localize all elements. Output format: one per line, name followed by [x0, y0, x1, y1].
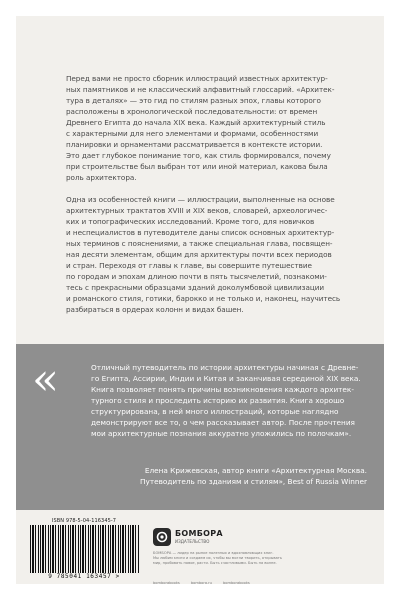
text-line: тура в деталях» — это гид по стилям разных эпох, главы которого — [66, 96, 321, 105]
review-quote-band — [16, 344, 384, 510]
description-paragraph-1 — [66, 73, 356, 183]
text-line: и неспециалистов в путеводителе даны список основных архитектур- — [66, 228, 335, 237]
quote-line: структурирована, в ней много иллюстраций, которые наглядно — [91, 407, 339, 416]
text-line: Одна из особенностей книги — иллюстрации, выполненные на основе — [66, 195, 335, 204]
barcode-digits: 9 785041 163457 > — [24, 573, 144, 580]
quote-line: Книга позволяет понять причины возникновения каждого архитек- — [91, 385, 354, 394]
text-line: Это дает глубокое понимание того, как стиль формировался, почему — [66, 151, 331, 160]
text-line: роль архитектора. — [66, 173, 137, 182]
text-line: и стран. Переходя от главы к главе, вы совершите путешествие — [66, 261, 312, 270]
social-link: bombora.ru — [190, 581, 212, 584]
text-line: разбираться в ордерах колонн и видах башен. — [66, 305, 244, 314]
bombora-logo-icon — [153, 528, 171, 546]
social-link: bomborabooks — [153, 581, 180, 584]
quote-attribution — [91, 465, 367, 487]
quote-line: турного стиля и проследить историю их развития. Книга хорошо — [91, 396, 345, 405]
review-quote-text — [91, 362, 367, 439]
text-line: ная десяти элементам, общим для архитектуры почти всех периодов — [66, 250, 332, 259]
description-paragraph-2 — [66, 194, 356, 315]
text-line: расположены в хронологической последовательности: от времен — [66, 107, 318, 116]
text-line: тесь с прекрасными образцами зданий доколумбовой цивилизации — [66, 283, 325, 292]
quote-line: Отличный путеводитель по истории архитектуры начиная с Древне- — [91, 363, 359, 372]
publisher-logo — [153, 528, 253, 548]
isbn-barcode-block — [24, 518, 144, 582]
text-line: ных памятников и не классический алфавитный глоссарий. «Архитек- — [66, 85, 335, 94]
description-text — [66, 73, 356, 326]
quote-line: мои архитектурные познания аккуратно уложились по полочкам». — [91, 429, 352, 438]
fineprint-line: БОМБОРА — лидер на рынке полезных и вдохновляющих книг. — [153, 551, 274, 555]
text-line: по городам и эпохам длиною почти в пять тысячелетий, познакоми- — [66, 272, 327, 281]
fineprint-line: мир, пробовать новое, расти. Быть счастливыми. Быть на волне. — [153, 561, 277, 565]
social-link: bomborabooks — [223, 581, 250, 584]
text-line: и романского стиля, готики, барокко и не только и, наконец, научитесь — [66, 294, 341, 303]
publisher-fineprint — [153, 551, 353, 566]
attribution-line: Елена Крижевская, автор книги «Архитектурная Москва. — [144, 466, 367, 475]
attribution-line: Путеводитель по зданиям и стилям», Best of Russia Winner — [140, 477, 367, 486]
text-line: архитектурных трактатов XVIII и XIX веков, словарей, археологичес- — [66, 206, 328, 215]
isbn-label: ISBN 978-5-04-116345-7 — [51, 518, 117, 524]
book-back-cover — [16, 16, 384, 584]
publisher-social-links — [153, 569, 353, 584]
publisher-name: БОМБОРА — [175, 529, 223, 538]
quote-line: го Египта, Ассирии, Индии и Китая и заканчивая серединой XIX века. — [91, 374, 361, 383]
text-line: ных терминов с пояснениями, а также специальная глава, посвящен- — [66, 239, 333, 248]
barcode-icon — [30, 525, 140, 573]
text-line: планировки и орнаментами рассматривается в контексте истории. — [66, 140, 323, 149]
text-line: при строительстве был выбран тот или иной материал, какова была — [66, 162, 328, 171]
text-line: Древнего Египта до начала XIX века. Каждый архитектурный стиль — [66, 118, 326, 127]
text-line: Перед вами не просто сборник иллюстраций известных архитектур- — [66, 74, 328, 83]
text-line: ких и топографических исследований. Кроме того, для новичков — [66, 217, 315, 226]
quote-mark-icon: « — [32, 354, 59, 405]
fineprint-line: Мы любим книги и создаем их, чтобы вы могли творить, открывать — [153, 556, 283, 560]
quote-line: демонстрируют все то, о чем рассказывает автор. После прочтения — [91, 418, 355, 427]
publisher-subtitle: ИЗДАТЕЛЬСТВО — [175, 539, 210, 544]
text-line: с характерными для него элементами и формами, особенностями — [66, 129, 319, 138]
